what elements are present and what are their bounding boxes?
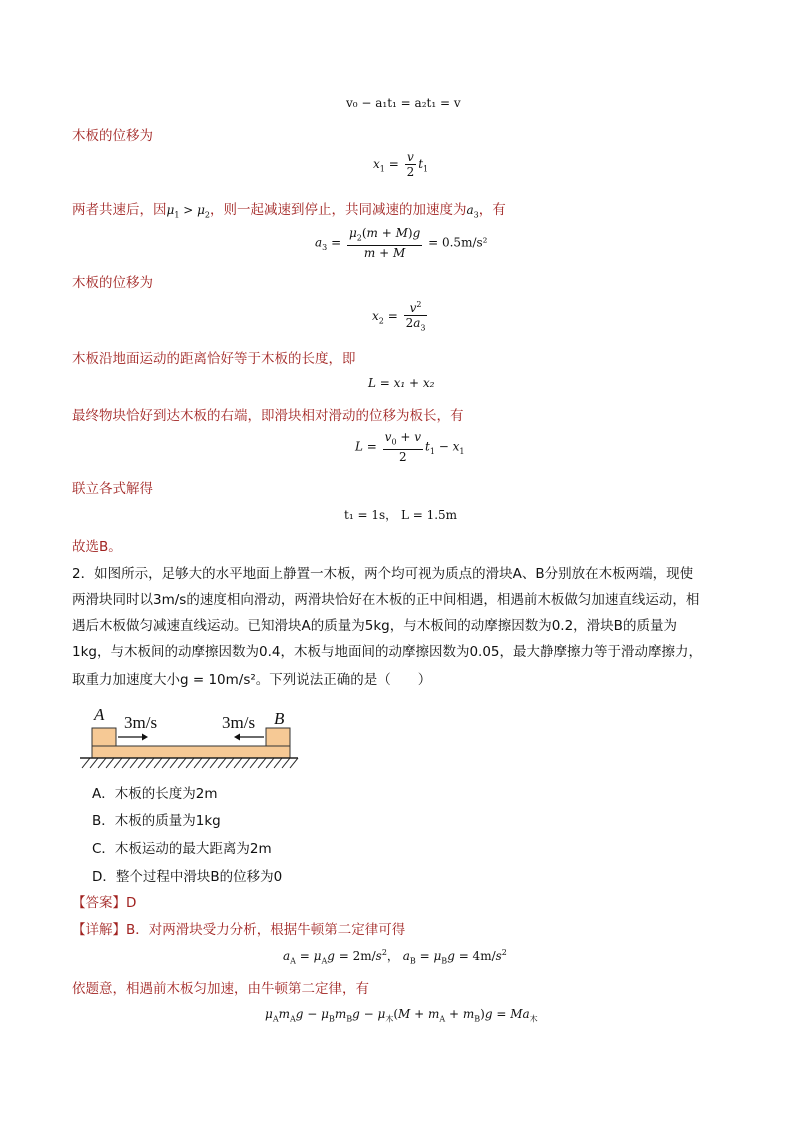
text-common-speed <box>72 198 506 219</box>
equation-a3: $a_3$ = $\frac{\mu_2(m + M)g}{m + M}$ = 0.5m/s² <box>315 226 488 261</box>
wooden-board <box>92 746 290 758</box>
answer-tag: 【答案】 <box>72 895 126 911</box>
text-ground-distance: 木板沿地面运动的距离恰好等于木板的长度，即 <box>72 351 356 367</box>
question-line-3: 遇后木板做匀减速直线运动。已知滑块A的质量为5kg，与木板间的动摩擦因数为0.2，滑块B的质量为 <box>72 618 677 634</box>
equation-x1: $x_1$ = $\frac{v}{2}$ $t_1$ <box>373 150 429 179</box>
label-a: A <box>94 705 105 724</box>
equation-results: t₁ = 1s， L = 1.5m <box>344 508 458 522</box>
equation-length-sum: L = x₁ + x₂ <box>368 376 435 390</box>
text-common-speed-c: ，有 <box>478 202 506 218</box>
block-b <box>266 728 290 746</box>
option-d: D．整个过程中滑块B的位移为0 <box>92 869 283 885</box>
answer-line <box>72 891 136 911</box>
equation-a3-value: = 0.5m/s² <box>428 235 488 250</box>
text-board-displacement-2: 木板的位移为 <box>72 275 153 291</box>
board-figure <box>76 702 302 772</box>
ground-hatch <box>82 758 298 768</box>
option-c: C．木板运动的最大距离为2m <box>92 841 272 857</box>
text-board-displacement: 木板的位移为 <box>72 128 153 144</box>
equation-length-relative: L = $\frac{v_0 + v}{2}$ $t_1 - x_1$ <box>355 430 465 465</box>
text-choice-b: 故选B。 <box>72 539 122 555</box>
result-L: L = 1.5m <box>400 508 458 522</box>
a3-symbol: $a_3$ <box>466 203 479 220</box>
block-a <box>92 728 116 746</box>
text-follow: 依题意，相遇前木板匀加速，由牛顿第二定律，有 <box>72 981 369 997</box>
detail-text: B．对两滑块受力分析，根据牛顿第二定律可得 <box>126 922 406 938</box>
equation-velocity: v₀ − a₁t₁ = a₂t₁ = v <box>346 96 461 110</box>
text-relative-displacement: 最终物块恰好到达木板的右端，即滑块相对滑动的位移为板长，有 <box>72 408 464 424</box>
option-a: A．木板的长度为2m <box>92 786 218 802</box>
question-line-4: 1kg，与木板间的动摩擦因数为0.4，木板与地面间的动摩擦因数为0.05，最大静摩擦力等于滑动摩擦力， <box>72 644 703 660</box>
option-b: B．木板的质量为1kg <box>92 813 221 829</box>
mu-compare: $\mu_1 > \mu_2$ <box>166 203 210 220</box>
equation-x2: $x_2$ = $\frac{v^2}{2a_3}$ <box>372 300 426 333</box>
text-solve: 联立各式解得 <box>72 481 153 497</box>
speed-b: 3m/s <box>222 713 256 732</box>
result-t1: t₁ = 1s <box>344 508 386 522</box>
equation-newton-board: $\mu_Am_Ag - \mu_Bm_Bg - \mu_木(M + m_A + m_B)g = Ma_木$ <box>265 1007 538 1024</box>
answer-value: D <box>126 895 137 911</box>
text-common-speed-b: ，则一起减速到停止，共同减速的加速度为 <box>210 202 467 218</box>
detail-tag: 【详解】 <box>72 922 126 938</box>
question-line-1: 2．如图所示，足够大的水平地面上静置一木板，两个均可视为质点的滑块A、B分别放在木板两端，现使 <box>72 566 694 582</box>
detail-line <box>72 918 405 938</box>
speed-a: 3m/s <box>124 713 158 732</box>
arrow-b-head <box>234 734 240 741</box>
text-common-speed-a: 两者共速后，因 <box>72 202 167 218</box>
label-b: B <box>274 709 285 728</box>
question-line-2: 两滑块同时以3m/s的速度相向滑动，两滑块恰好在木板的正中间相遇，相遇前木板做匀加速直线运动，相 <box>72 592 700 608</box>
question-line-5: 取重力加速度大小g = 10m/s²。下列说法正确的是（ ） <box>72 672 432 688</box>
arrow-a-head <box>142 734 148 741</box>
equation-accelerations: $a_A = \mu_Ag = 2m/s^2$， $a_B = \mu_Bg = 4m/s^2$ <box>283 948 507 966</box>
